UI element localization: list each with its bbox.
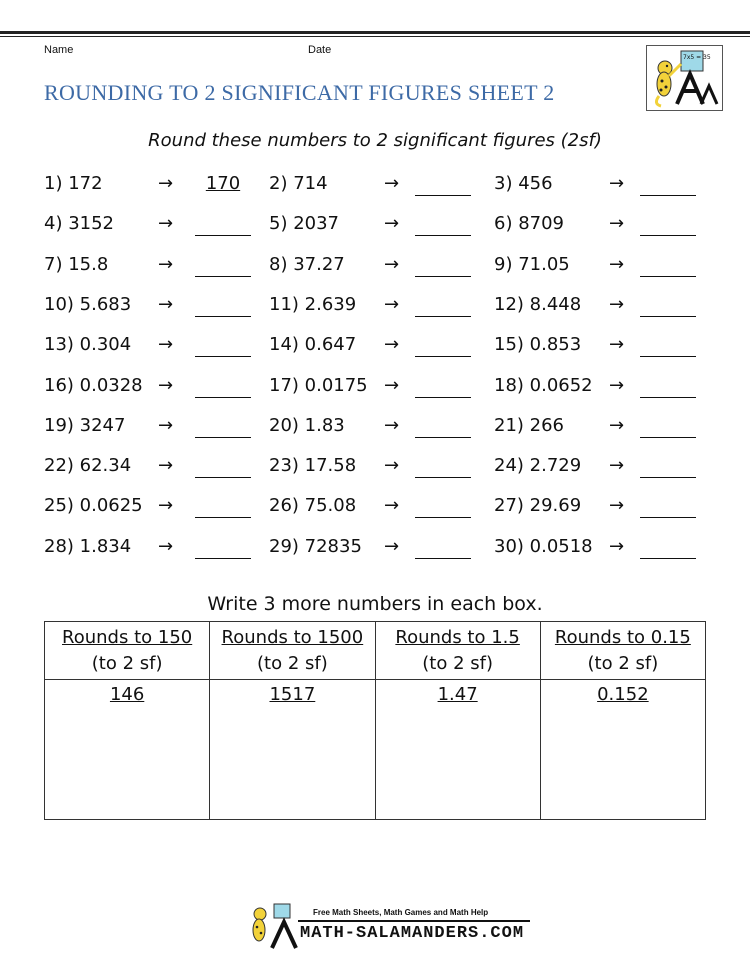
answer-blank[interactable] (415, 316, 471, 317)
arrow-icon: → (609, 495, 625, 517)
arrow-icon: → (609, 253, 625, 275)
answer-blank[interactable] (640, 356, 696, 357)
arrow-icon: → (609, 293, 625, 315)
question-label: 6) 8709 (494, 213, 565, 235)
question-label: 25) 0.0625 (44, 495, 143, 517)
box-heading-title: Rounds to 1.5 (395, 626, 520, 648)
footer-tagline: Free Math Sheets, Math Games and Math Help (313, 908, 489, 917)
question-label: 26) 75.08 (269, 495, 357, 517)
date-label: Date (308, 44, 332, 56)
question-label: 5) 2037 (269, 213, 340, 235)
box-heading-sub: (to 2 sf) (257, 652, 328, 674)
box-example: 1517 (269, 684, 316, 705)
answer-blank[interactable] (195, 477, 251, 478)
answer-boxes-table (44, 621, 706, 820)
box-heading (210, 622, 375, 680)
box-heading-title: Rounds to 0.15 (554, 626, 691, 648)
question-label: 27) 29.69 (494, 495, 582, 517)
arrow-icon: → (158, 495, 174, 517)
answer-value: 170 (205, 173, 241, 194)
question-label: 20) 1.83 (269, 414, 345, 436)
question-label: 12) 8.448 (494, 293, 582, 315)
arrow-icon: → (609, 173, 625, 194)
question-label: 30) 0.0518 (494, 535, 593, 557)
answer-blank[interactable] (415, 397, 471, 398)
arrow-icon: → (384, 535, 400, 557)
box-example: 146 (109, 684, 145, 705)
box-heading-sub: (to 2 sf) (587, 652, 659, 674)
answer-blank[interactable] (195, 356, 251, 357)
answer-blank[interactable] (415, 276, 471, 277)
question-label: 10) 5.683 (44, 293, 132, 315)
answer-box[interactable] (45, 680, 210, 820)
arrow-icon: → (158, 374, 174, 396)
page-title: ROUNDING TO 2 SIGNIFICANT FIGURES SHEET 2 (44, 80, 555, 105)
question-label: 1) 172 (44, 173, 103, 194)
box-heading-sub: (to 2 sf) (422, 652, 493, 674)
answer-blank[interactable] (195, 558, 251, 559)
question-label: 3) 456 (494, 173, 553, 194)
arrow-icon: → (384, 334, 400, 356)
answer-blank[interactable] (415, 195, 471, 196)
question-label: 21) 266 (494, 414, 565, 436)
question-label: 8) 37.27 (269, 253, 345, 275)
answer-blank[interactable] (195, 316, 251, 317)
arrow-icon: → (158, 293, 174, 315)
question-label: 17) 0.0175 (269, 374, 368, 396)
arrow-icon: → (158, 173, 174, 194)
box-example: 1.47 (437, 684, 478, 705)
arrow-icon: → (158, 213, 174, 235)
box-example: 0.152 (597, 684, 649, 705)
arrow-icon: → (158, 455, 174, 477)
arrow-icon: → (384, 253, 400, 275)
question-label: 16) 0.0328 (44, 374, 143, 396)
box-heading (45, 622, 210, 680)
arrow-icon: → (384, 173, 400, 194)
arrow-icon: → (158, 535, 174, 557)
question-label: 22) 62.34 (44, 455, 132, 477)
box-heading-title: Rounds to 1500 (221, 626, 364, 648)
arrow-icon: → (384, 455, 400, 477)
arrow-icon: → (384, 293, 400, 315)
arrow-icon: → (384, 414, 400, 436)
arrow-icon: → (384, 374, 400, 396)
answer-blank[interactable] (640, 558, 696, 559)
box-heading (375, 622, 540, 680)
question-label: 29) 72835 (269, 535, 362, 557)
arrow-icon: → (384, 495, 400, 517)
answer-blank[interactable] (415, 477, 471, 478)
arrow-icon: → (609, 334, 625, 356)
answer-blank[interactable] (415, 437, 471, 438)
answer-blank[interactable] (415, 517, 471, 518)
box-heading-sub: (to 2 sf) (91, 652, 163, 674)
answer-blank[interactable] (195, 276, 251, 277)
arrow-icon: → (384, 213, 400, 235)
answer-blank[interactable] (640, 437, 696, 438)
arrow-icon: → (609, 414, 625, 436)
arrow-icon: → (609, 535, 625, 557)
arrow-icon: → (609, 374, 625, 396)
instructions: Round these numbers to 2 significant figures (2sf) (148, 130, 602, 151)
question-label: 11) 2.639 (269, 293, 357, 315)
answer-blank[interactable] (640, 195, 696, 196)
question-label: 7) 15.8 (44, 253, 109, 275)
question-label: 13) 0.304 (44, 334, 132, 356)
arrow-icon: → (609, 455, 625, 477)
question-label: 14) 0.647 (269, 334, 357, 356)
answer-blank[interactable] (195, 397, 251, 398)
salamander-logo (646, 45, 723, 111)
answer-blank[interactable] (640, 477, 696, 478)
answer-blank[interactable] (640, 517, 696, 518)
box-heading (540, 622, 705, 680)
question-label: 2) 714 (269, 173, 328, 194)
arrow-icon: → (158, 253, 174, 275)
answer-blank[interactable] (195, 517, 251, 518)
answer-blank[interactable] (640, 235, 696, 236)
logo-board-top: 7x5 = 35 (683, 54, 711, 61)
question-label: 23) 17.58 (269, 455, 357, 477)
footer-site-name: MATH-SALAMANDERS.COM (300, 924, 525, 943)
answer-box[interactable] (375, 680, 540, 820)
name-label: Name (44, 44, 74, 56)
answer-blank[interactable] (195, 235, 251, 236)
answer-blank[interactable] (640, 316, 696, 317)
answer-box[interactable] (540, 680, 705, 820)
arrow-icon: → (158, 414, 174, 436)
answer-blank[interactable] (195, 437, 251, 438)
answer-blank[interactable] (415, 356, 471, 357)
question-label: 24) 2.729 (494, 455, 582, 477)
arrow-icon: → (158, 334, 174, 356)
question-label: 28) 1.834 (44, 535, 132, 557)
write-instruction: Write 3 more numbers in each box. (207, 593, 543, 615)
question-label: 19) 3247 (44, 414, 126, 436)
footer-rule (298, 920, 530, 922)
top-rule-thin (0, 36, 750, 37)
arrow-icon: → (609, 213, 625, 235)
top-rule (0, 31, 750, 34)
answer-blank[interactable] (415, 558, 471, 559)
question-label: 4) 3152 (44, 213, 115, 235)
question-label: 18) 0.0652 (494, 374, 593, 396)
answer-blank[interactable] (640, 397, 696, 398)
answer-blank[interactable] (415, 235, 471, 236)
question-label: 9) 71.05 (494, 253, 570, 275)
answer-box[interactable] (210, 680, 375, 820)
answer-blank[interactable] (640, 276, 696, 277)
question-label: 15) 0.853 (494, 334, 582, 356)
box-heading-title: Rounds to 150 (62, 626, 193, 648)
